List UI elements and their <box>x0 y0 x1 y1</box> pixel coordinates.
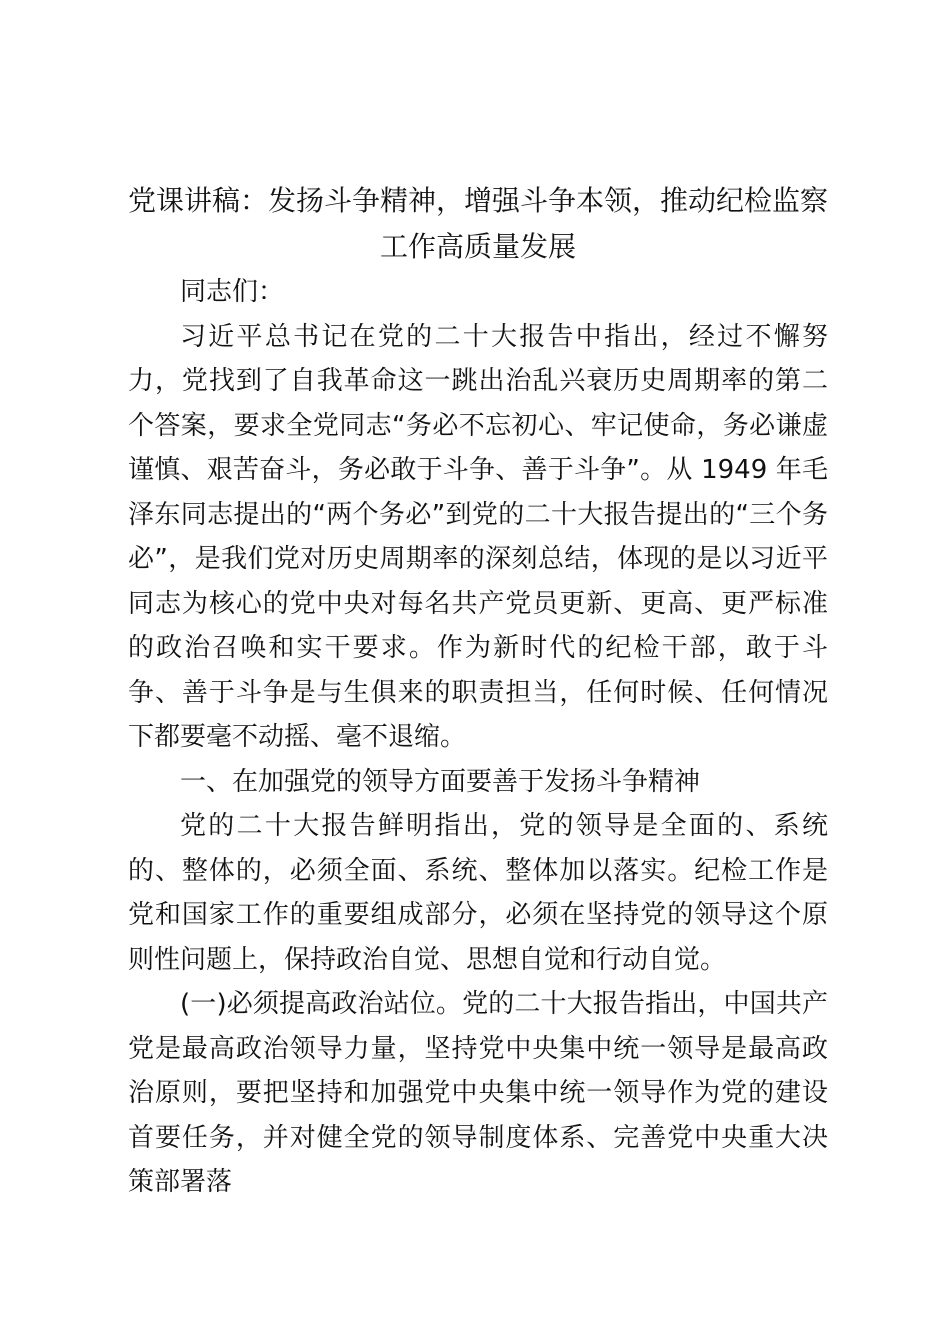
section-heading: 一、在加强党的领导方面要善于发扬斗争精神 <box>180 766 701 797</box>
intro-paragraph: 习近平总书记在党的二十大报告中指出，经过不懈努力，党找到了自我革命这一跳出治乱兴衰历史周期率的第二个答案，要求全党同志“务必不忘初心、牢记使命，务必谦虚谨慎、艰苦奋斗，务必敢于斗争、善于斗争”。从 1949 年毛泽东同志提出的“两个务必”到党的二十大报告提出的“三个务必”，是我们党对历史周期率的深刻总结，体现的是以习近平同志为核心的党中央对每名共产党员更新、更高、更严标准的政治召唤和实干要求。作为新时代的纪检干部，敢于斗争、善于斗争是与生俱来的职责担当，任何时候、任何情况下都要毫不动摇、毫不退缩。 <box>128 321 828 752</box>
salutation: 同志们： <box>180 277 285 307</box>
section-paragraph-1: 党的二十大报告鲜明指出，党的领导是全面的、系统的、整体的，必须全面、系统、整体加以落实。纪检工作是党和国家工作的重要组成部分，必须在坚持党的领导这个原则性问题上，保持政治自觉、思想自觉和行动自觉。 <box>128 811 828 975</box>
section-paragraph-2: (一)必须提高政治站位。党的二十大报告指出，中国共产党是最高政治领导力量，坚持党中央集中统一领导是最高政治原则，要把坚持和加强党中央集中统一领导作为党的建设首要任务，并对健全党的领导制度体系、完善党中央重大决策部署落 <box>128 989 828 1197</box>
document-title: 党课讲稿：发扬斗争精神，增强斗争本领，推动纪检监察工作高质量发展 <box>128 184 829 263</box>
document-body <box>128 178 828 1205</box>
